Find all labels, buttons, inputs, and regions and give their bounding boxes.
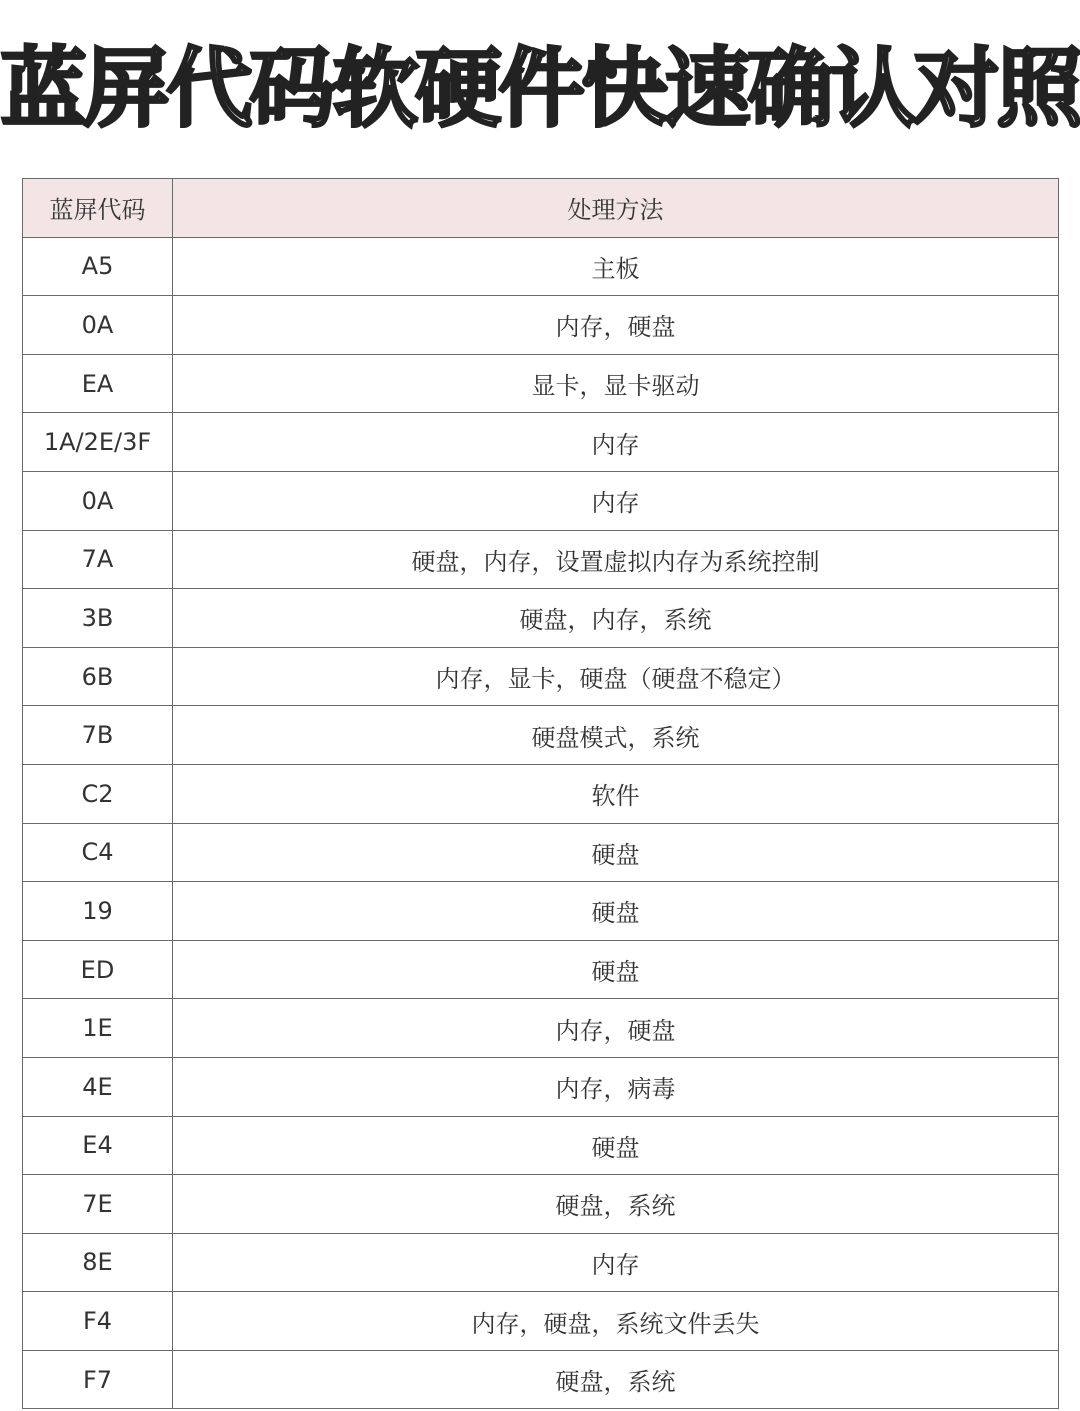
cell-fix: 内存，硬盘，系统文件丢失 (173, 1292, 1059, 1351)
cell-fix: 内存，显卡，硬盘（硬盘不稳定） (173, 647, 1059, 706)
cell-fix: 硬盘，内存，系统 (173, 589, 1059, 648)
cell-code: F7 (23, 1350, 173, 1409)
cell-code: 0A (23, 296, 173, 355)
cell-code: 7B (23, 706, 173, 765)
page-title: 蓝屏代码软硬件快速确认对照 (0, 39, 1080, 139)
cell-code: EA (23, 354, 173, 413)
cell-fix: 内存，病毒 (173, 1057, 1059, 1116)
cell-code: A5 (23, 237, 173, 296)
cell-code: 0A (23, 471, 173, 530)
cell-fix: 硬盘，内存，设置虚拟内存为系统控制 (173, 530, 1059, 589)
header-code: 蓝屏代码 (23, 179, 173, 238)
cell-code: 7E (23, 1175, 173, 1234)
table-row (23, 237, 1059, 296)
table-header-row (23, 179, 1059, 238)
cell-code: E4 (23, 1116, 173, 1175)
table-body (23, 237, 1059, 1409)
table-row (23, 1057, 1059, 1116)
table-row (23, 1116, 1059, 1175)
cell-fix: 内存，硬盘 (173, 999, 1059, 1058)
cell-code: 4E (23, 1057, 173, 1116)
cell-code: C4 (23, 823, 173, 882)
cell-fix: 硬盘 (173, 940, 1059, 999)
cell-fix: 硬盘，系统 (173, 1350, 1059, 1409)
table-row (23, 647, 1059, 706)
cell-code: 6B (23, 647, 173, 706)
cell-code: ED (23, 940, 173, 999)
cell-fix: 硬盘 (173, 882, 1059, 941)
cell-fix: 内存 (173, 1233, 1059, 1292)
table-row (23, 589, 1059, 648)
cell-fix: 内存 (173, 471, 1059, 530)
cell-fix: 主板 (173, 237, 1059, 296)
table-row (23, 823, 1059, 882)
cell-fix: 内存，硬盘 (173, 296, 1059, 355)
table-row (23, 296, 1059, 355)
table-row (23, 1175, 1059, 1234)
cell-code: 1E (23, 999, 173, 1058)
table-row (23, 706, 1059, 765)
cell-fix: 硬盘模式，系统 (173, 706, 1059, 765)
table-row (23, 764, 1059, 823)
cell-fix: 硬盘 (173, 823, 1059, 882)
cell-code: 1A/2E/3F (23, 413, 173, 472)
table-row (23, 413, 1059, 472)
table-row (23, 530, 1059, 589)
cell-fix: 显卡，显卡驱动 (173, 354, 1059, 413)
table-row (23, 1292, 1059, 1351)
cell-fix: 内存 (173, 413, 1059, 472)
table-row (23, 999, 1059, 1058)
bsod-code-table (22, 178, 1059, 1409)
cell-fix: 软件 (173, 764, 1059, 823)
table-row (23, 940, 1059, 999)
cell-code: F4 (23, 1292, 173, 1351)
cell-fix: 硬盘，系统 (173, 1175, 1059, 1234)
table-row (23, 1350, 1059, 1409)
table-row (23, 1233, 1059, 1292)
cell-fix: 硬盘 (173, 1116, 1059, 1175)
table-row (23, 471, 1059, 530)
cell-code: C2 (23, 764, 173, 823)
cell-code: 8E (23, 1233, 173, 1292)
cell-code: 7A (23, 530, 173, 589)
cell-code: 19 (23, 882, 173, 941)
table-row (23, 354, 1059, 413)
header-fix: 处理方法 (173, 179, 1059, 238)
cell-code: 3B (23, 589, 173, 648)
table-row (23, 882, 1059, 941)
